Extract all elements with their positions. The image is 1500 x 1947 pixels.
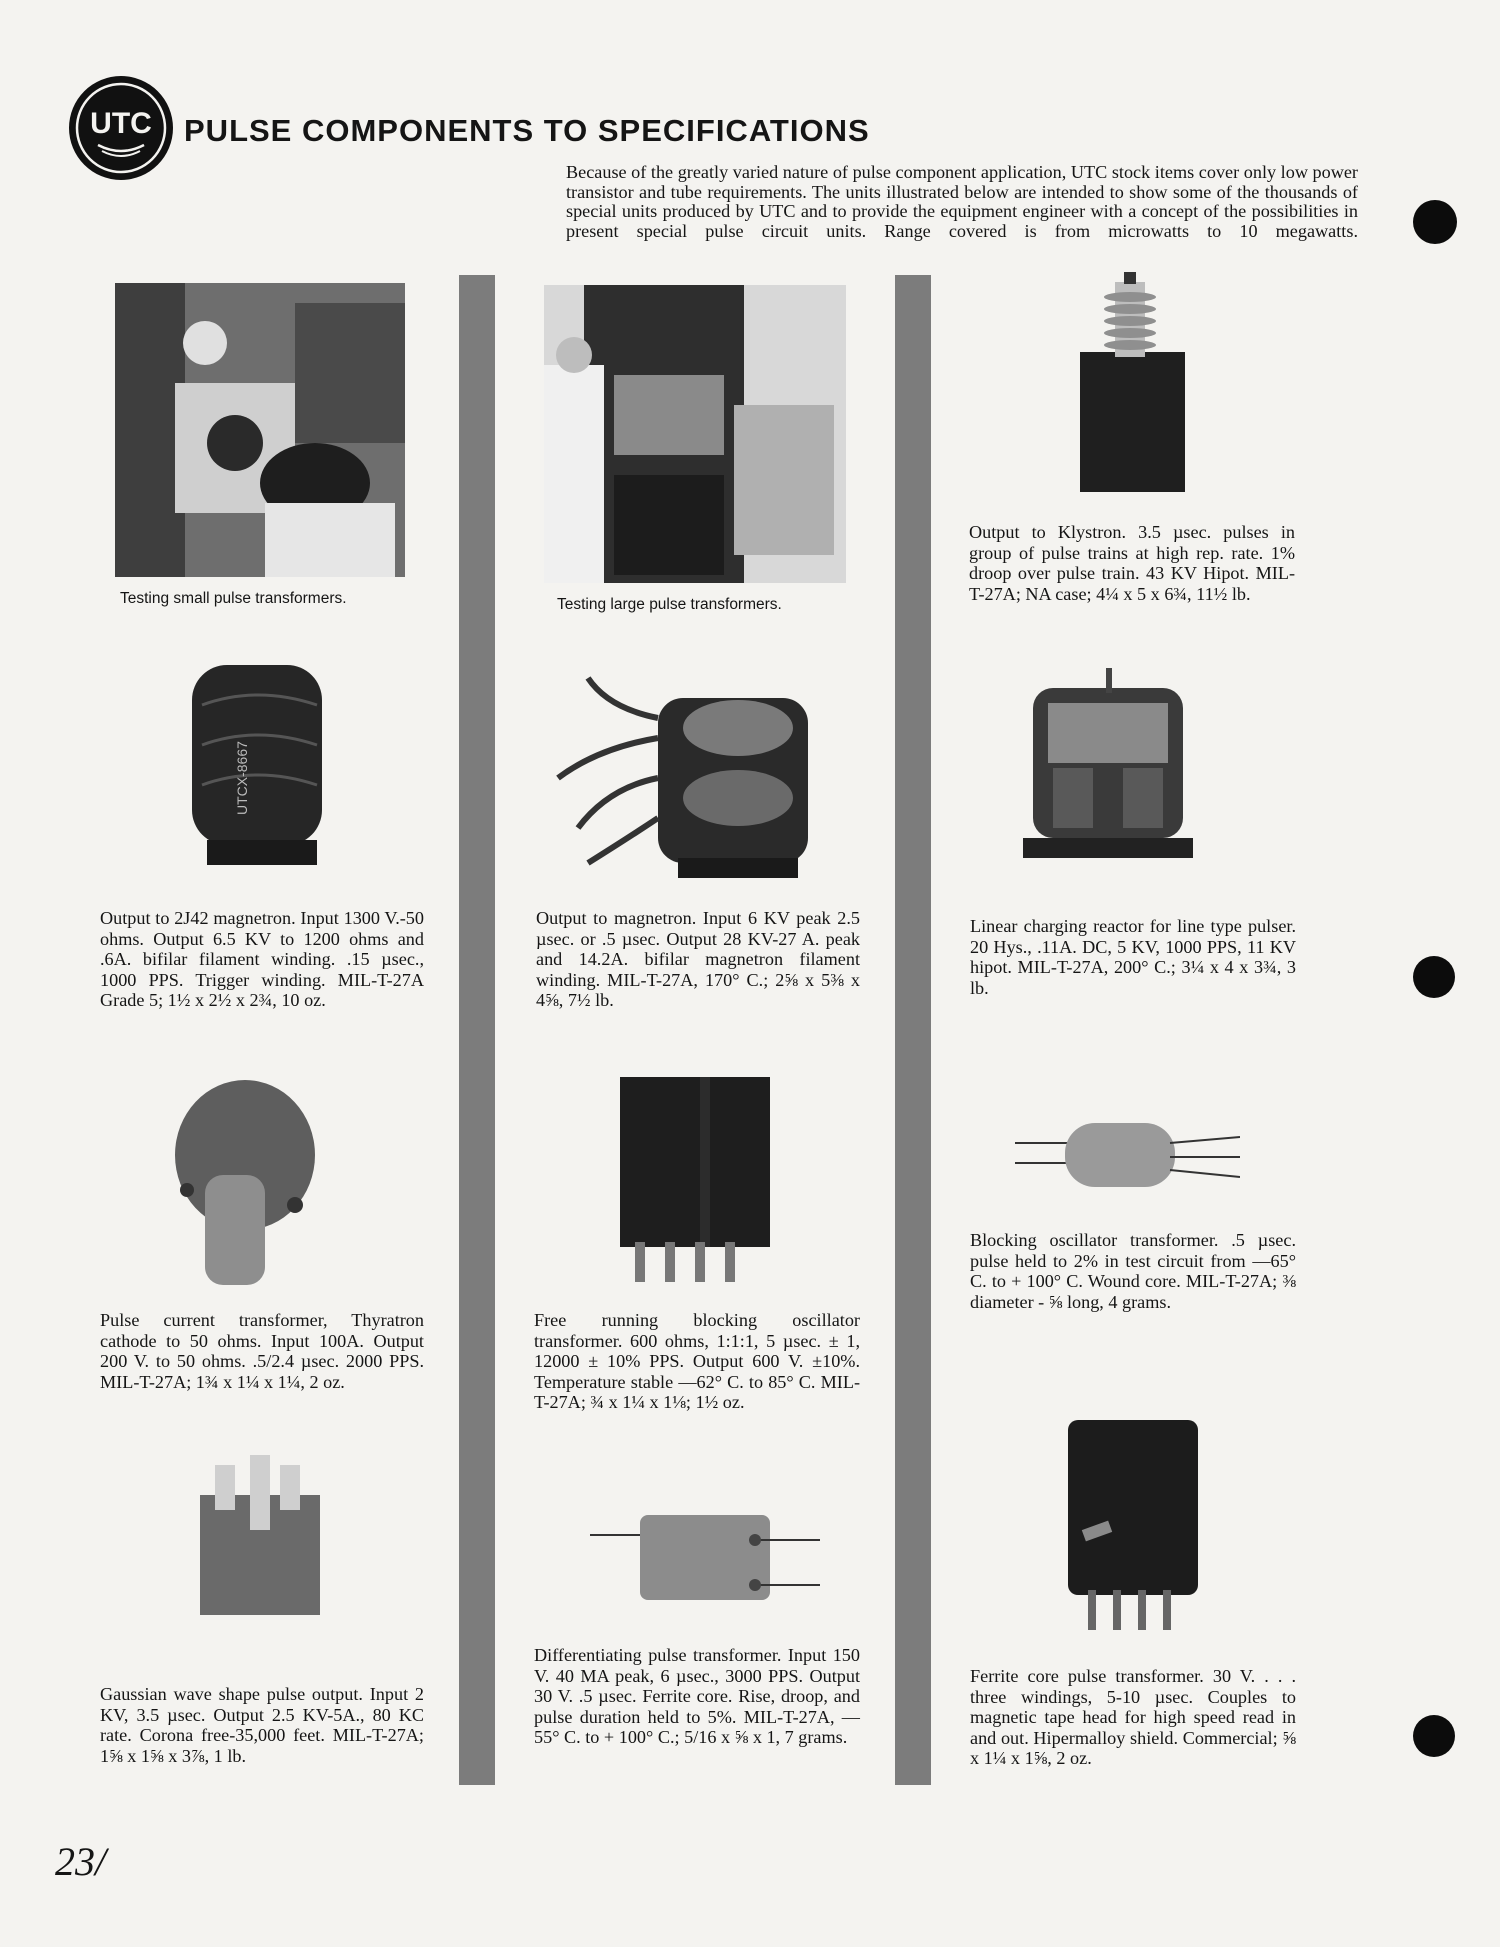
binder-hole-middle [1413,956,1455,998]
binder-hole-bottom [1413,1715,1455,1757]
caption-testing-small: Testing small pulse transformers. [120,590,347,607]
intro-paragraph: Because of the greatly varied nature of pulse component application, UTC stock items cover only low power transistor and tube requirements. The units illustrated below are intended to show some of the thousands of special units produced by UTC and to provide the equipment engineer with a concept of the possibilities in present special pulse circuit units. Range covered is from microwatts to 10 megawatts. [566,162,1358,241]
desc-charging-reactor: Linear charging reactor for line type pulser. 20 Hys., .11A. DC, 5 KV, 1000 PPS, 11 KV hipot. MIL-T-27A, 200° C.; 3¼ x 4 x 3¾, 3 lb. [970,916,1296,998]
column-divider-left [459,275,495,1785]
gaussian-pulse-image [195,1440,330,1620]
differentiating-transformer-image [590,1505,820,1610]
desc-magnetron: Output to magnetron. Input 6 KV peak 2.5 µsec. or .5 µsec. Output 28 KV-27 A. peak and 14.2A. bifilar magnetron filament winding. MIL-T-27A, 170° C.; 2⅝ x 5⅜ x 4⅝, 7½ lb. [536,908,860,1010]
ferrite-core-transformer-image [1063,1415,1203,1635]
page-title: PULSE COMPONENTS TO SPECIFICATIONS [184,113,870,148]
pulse-current-transformer-image [165,1075,315,1295]
desc-differentiating: Differentiating pulse transformer. Input 150 V. 40 MA peak, 6 µsec., 3000 PPS. Output 30 V. .5 µsec. Ferrite core. Rise, droop, and pulse duration held to 5%. MIL-T-27A, —55° C. to + 100° C.; 5/16 x ⅝ x 1, 7 grams. [534,1645,860,1747]
klystron-transformer-image [1070,272,1190,497]
charging-reactor-image [1018,668,1198,868]
desc-free-running: Free running blocking oscillator transformer. 600 ohms, 1:1:1, 5 µsec. ± 1, 12000 ± 10% PPS. Output 600 V. ±10%. Temperature stable —62° C. to 85° C. MIL-T-27A; ¾ x 1¼ x 1⅛; 1½ oz. [534,1310,860,1412]
binder-hole-top [1413,200,1457,244]
desc-magnetron-2j42: Output to 2J42 magnetron. Input 1300 V.-50 ohms. Output 6.5 KV to 1200 ohms and .6A. bifilar filament winding. .15 µsec., 1000 PPS. Trigger winding. MIL-T-27A Grade 5; 1½ x 2½ x 2¾, 10 oz. [100,908,424,1010]
svg-text:UTCX-8667: UTCX-8667 [234,741,250,815]
desc-gaussian: Gaussian wave shape pulse output. Input 2 KV, 3.5 µsec. Output 2.5 KV-5A., 80 KC rate. Corona free-35,000 feet. MIL-T-27A; 1⅝ x 1⅝ x 3⅞, 1 lb. [100,1684,424,1766]
blocking-oscillator-image [1015,1115,1240,1195]
desc-ferrite: Ferrite core pulse transformer. 30 V. . . . three windings, 5-10 µsec. Couples to magnetic tape head for high speed read in and out. Hipermalloy shield. Commercial; ⅝ x 1¼ x 1⅝, 2 oz. [970,1666,1296,1768]
photo-testing-large [544,285,846,583]
column-divider-right [895,275,931,1785]
caption-testing-large: Testing large pulse transformers. [557,596,782,613]
desc-blocking: Blocking oscillator transformer. .5 µsec. pulse held to 2% in test circuit from —65° C. to + 100° C. Wound core. MIL-T-27A; ⅜ diameter - ⅝ long, 4 grams. [970,1230,1296,1312]
magnetron-2j42-image [187,645,337,870]
free-running-oscillator-image [615,1072,785,1287]
svg-text:UTC: UTC [90,107,152,140]
magnetron-transformer-image [548,668,868,883]
desc-klystron: Output to Klystron. 3.5 µsec. pulses in group of pulse trains at high rep. rate. 1% droop over pulse train. 43 KV Hipot. MIL-T-27A; NA case; 4¼ x 5 x 6¾, 11½ lb. [969,522,1295,604]
utc-logo [68,75,174,181]
photo-testing-small [115,283,405,577]
desc-pulse-current: Pulse current transformer, Thyratron cathode to 50 ohms. Input 100A. Output 200 V. to 50 ohms. .5/2.4 µsec. 2000 PPS. MIL-T-27A; 1¾ x 1¼ x 1¼, 2 oz. [100,1310,424,1392]
page-number: 23/ [55,1839,107,1884]
